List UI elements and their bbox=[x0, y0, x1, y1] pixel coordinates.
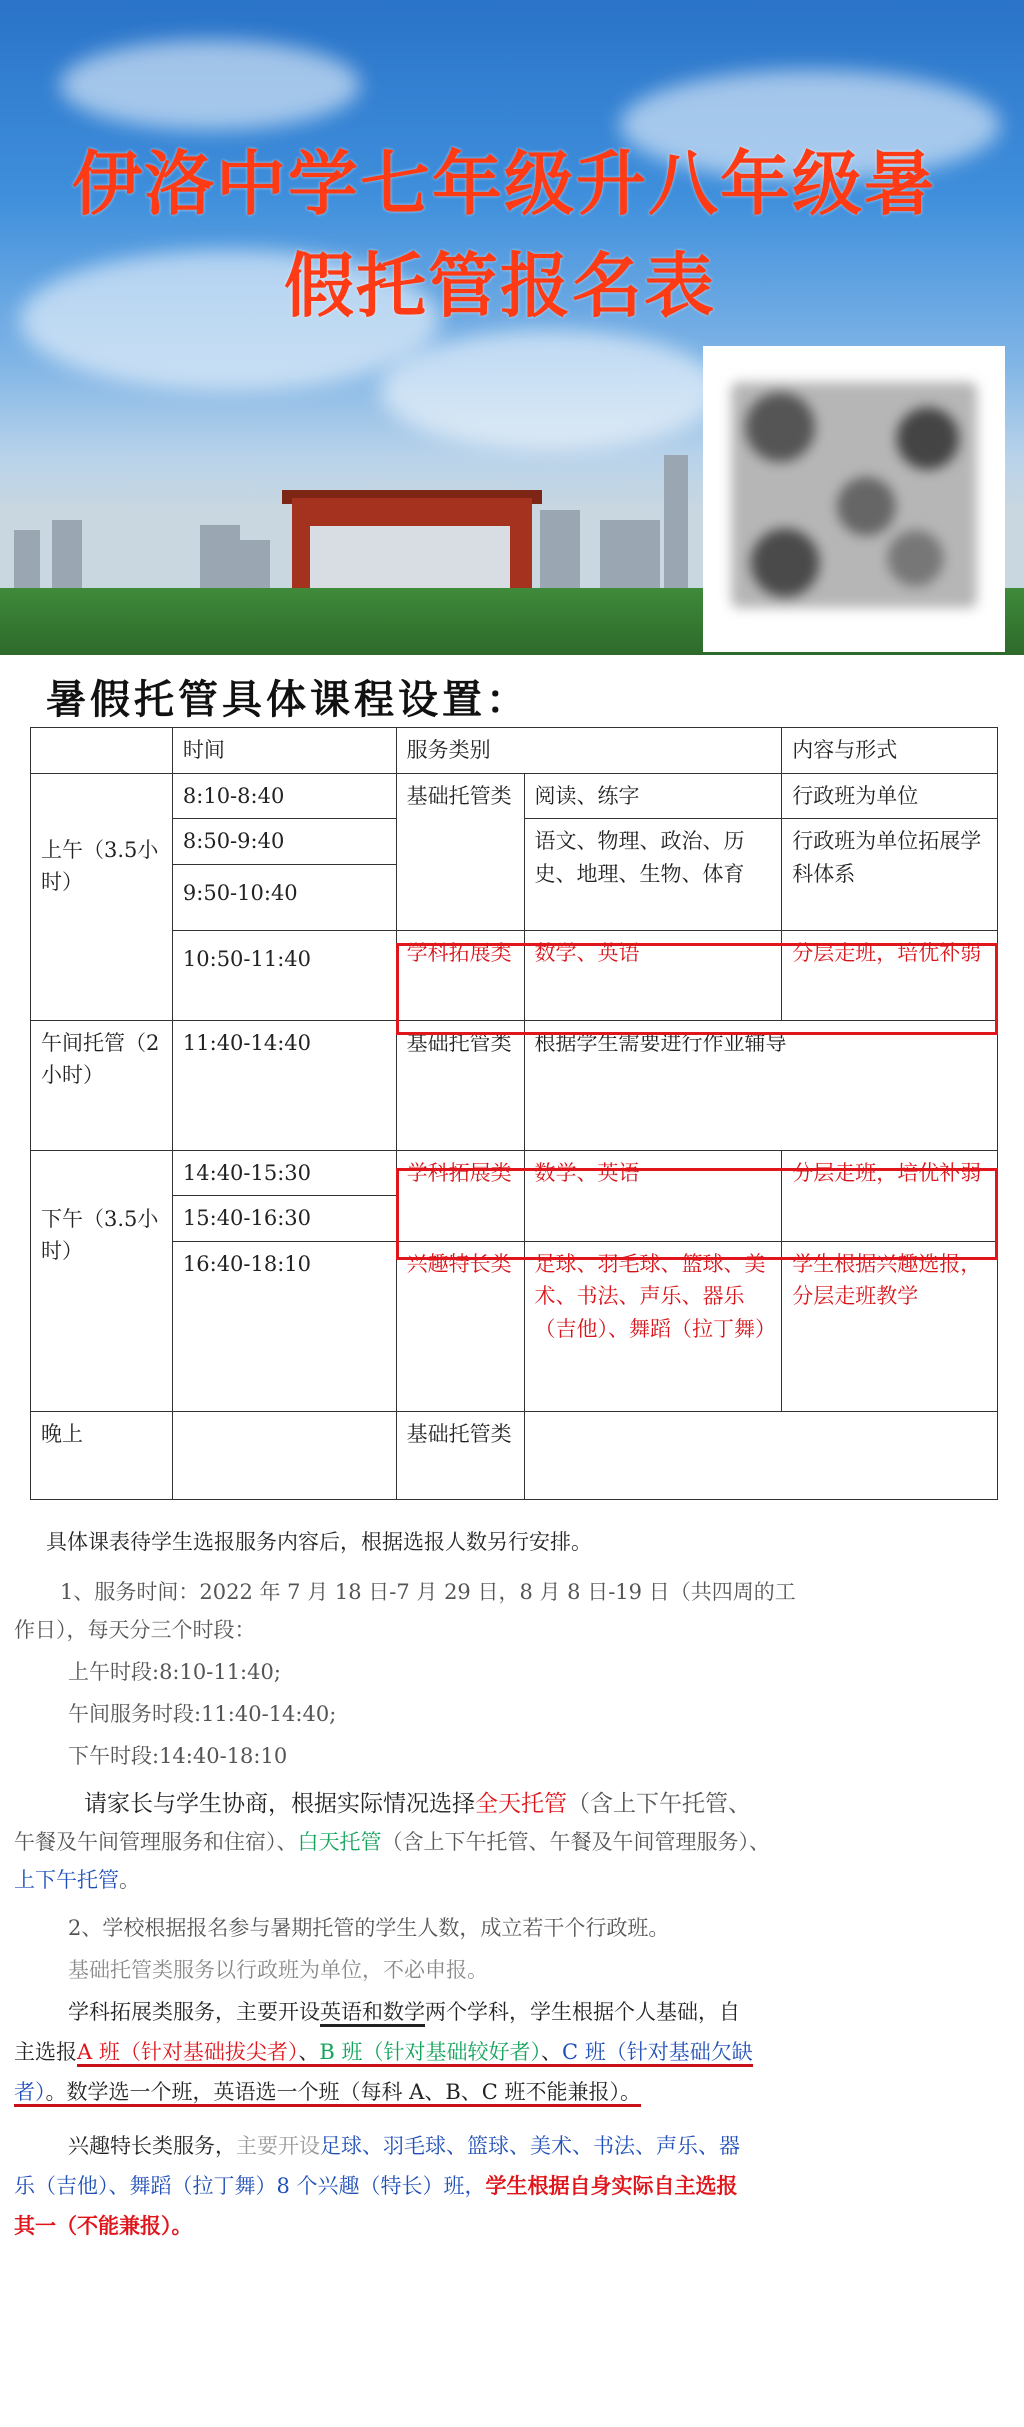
note-slot-morning: 上午时段:8:10-11:40; bbox=[68, 1660, 281, 1684]
table-row bbox=[31, 1411, 998, 1499]
note-text: 。数学选一个班，英语选一个班（每科 A、B、C 班不能兼报）。 bbox=[46, 2080, 642, 2107]
cloud bbox=[60, 40, 360, 130]
note-expand-line1 bbox=[68, 1993, 740, 2031]
content-cell: 语文、物理、政治、历史、地理、生物、体育 bbox=[524, 819, 782, 931]
content-cell: 数学、英语 bbox=[524, 930, 782, 1020]
time-cell: 11:40-14:40 bbox=[172, 1020, 396, 1150]
time-cell: 14:40-15:30 bbox=[172, 1150, 396, 1196]
content-cell: 数学、英语 bbox=[524, 1150, 782, 1241]
interest-choice-note: 学生根据自身实际自主选报 bbox=[485, 2173, 738, 2198]
note-slot-afternoon: 下午时段:14:40-18:10 bbox=[68, 1744, 288, 1768]
building bbox=[600, 520, 660, 590]
category-expand: 学科拓展类 bbox=[396, 1150, 524, 1241]
time-cell: 10:50-11:40 bbox=[172, 930, 396, 1020]
note-choice-line2 bbox=[14, 1823, 770, 1861]
table-header-row bbox=[31, 728, 998, 774]
note-admin-class: 2、学校根据报名参与暑期托管的学生人数，成立若干个行政班。 bbox=[68, 1916, 670, 1940]
option-am-pm: 上下午托管 bbox=[14, 1868, 119, 1892]
time-cell: 9:50-10:40 bbox=[172, 864, 396, 930]
header-content-form: 内容与形式 bbox=[782, 728, 998, 774]
header-category: 服务类别 bbox=[396, 728, 782, 774]
building bbox=[240, 540, 270, 590]
form-cell: 分层走班，培优补弱 bbox=[782, 1150, 998, 1241]
note-text: 、 bbox=[298, 2040, 319, 2067]
note-text: 两个学科，学生根据个人基础，自 bbox=[425, 2000, 740, 2024]
note-after-table: 具体课表待学生选报服务内容后，根据选报人数另行安排。 bbox=[46, 1530, 592, 1554]
banner-title-line2: 假托管报名表 bbox=[284, 245, 716, 327]
note-expand-line2 bbox=[14, 2033, 753, 2071]
form-cell: 行政班为单位拓展学科体系 bbox=[782, 819, 998, 931]
content-cell bbox=[524, 1411, 997, 1499]
building bbox=[664, 455, 688, 590]
class-b-label: B 班（针对基础较好者） bbox=[319, 2040, 541, 2067]
note-text: 。 bbox=[119, 1868, 140, 1892]
table-row bbox=[31, 773, 998, 819]
option-daytime: 白天托管 bbox=[297, 1830, 382, 1854]
table-row bbox=[31, 1150, 998, 1196]
table-row bbox=[31, 1241, 998, 1411]
time-cell: 8:50-9:40 bbox=[172, 819, 396, 865]
schedule-table bbox=[30, 727, 998, 1500]
interest-list: 乐（吉他）、舞蹈（拉丁舞）8 个兴趣（特长）班， bbox=[14, 2174, 486, 2198]
category-basic: 基础托管类 bbox=[396, 773, 524, 930]
form-cell: 行政班为单位 bbox=[782, 773, 998, 819]
note-interest-line1 bbox=[68, 2127, 740, 2165]
note-text: 主要开设 bbox=[236, 2134, 320, 2158]
option-full-day: 全天托管 bbox=[475, 1791, 567, 1817]
table-row bbox=[31, 930, 998, 1020]
category-interest: 兴趣特长类 bbox=[396, 1241, 524, 1411]
header-time: 时间 bbox=[172, 728, 396, 774]
time-cell: 8:10-8:40 bbox=[172, 773, 396, 819]
note-service-time-b: 作日），每天分三个时段： bbox=[14, 1618, 256, 1642]
qr-code-card[interactable] bbox=[703, 346, 1005, 652]
content-cell: 根据学生需要进行作业辅导 bbox=[524, 1020, 997, 1150]
class-a-label: A 班（针对基础拔尖者） bbox=[77, 2040, 298, 2067]
school-gate bbox=[292, 498, 532, 598]
note-text: 、 bbox=[541, 2040, 562, 2067]
note-choice-line3 bbox=[14, 1861, 140, 1899]
interest-list: 足球、羽毛球、篮球、美术、书法、声乐、器 bbox=[320, 2134, 740, 2158]
note-text: （含上下午托管、午餐及午间管理服务）、 bbox=[381, 1830, 770, 1854]
note-slot-noon: 午间服务时段:11:40-14:40; bbox=[68, 1702, 337, 1726]
note-expand-line3 bbox=[14, 2073, 641, 2111]
row-label-evening: 晚上 bbox=[31, 1411, 173, 1499]
banner-title-line1: 伊洛中学七年级升八年级暑 bbox=[72, 143, 936, 225]
note-text: 兴趣特长类服务， bbox=[68, 2134, 236, 2158]
header-banner bbox=[0, 0, 1024, 655]
section-title: 暑假托管具体课程设置： bbox=[46, 676, 530, 723]
building bbox=[200, 525, 240, 590]
building bbox=[540, 510, 580, 590]
note-basic-service: 基础托管类服务以行政班为单位，不必申报。 bbox=[68, 1958, 488, 1982]
class-c-label: C 班（针对基础欠缺 bbox=[562, 2040, 753, 2067]
time-cell: 15:40-16:30 bbox=[172, 1196, 396, 1242]
row-label-noon: 午间托管（2小时） bbox=[31, 1020, 173, 1150]
content-cell: 阅读、练字 bbox=[524, 773, 782, 819]
time-cell bbox=[172, 1411, 396, 1499]
row-label-morning: 上午（3.5小时） bbox=[31, 773, 173, 1020]
subjects-underlined: 英语和数学 bbox=[320, 2000, 425, 2027]
content-cell: 足球、羽毛球、篮球、美术、书法、声乐、器乐（吉他）、舞蹈（拉丁舞） bbox=[524, 1241, 782, 1411]
note-service-time-a: 1、服务时间：2022 年 7 月 18 日-7 月 29 日，8 月 8 日-19 日（共四周的工 bbox=[60, 1580, 796, 1604]
qr-code-image[interactable] bbox=[731, 382, 977, 608]
category-basic: 基础托管类 bbox=[396, 1020, 524, 1150]
note-choice-line1 bbox=[84, 1785, 751, 1823]
note-text: 请家长与学生协商，根据实际情况选择 bbox=[84, 1791, 475, 1817]
category-expand: 学科拓展类 bbox=[396, 930, 524, 1020]
time-cell: 16:40-18:10 bbox=[172, 1241, 396, 1411]
note-interest-line3: 其一（不能兼报）。 bbox=[14, 2213, 193, 2238]
cloud bbox=[380, 330, 720, 450]
building bbox=[14, 530, 40, 590]
table-row bbox=[31, 1020, 998, 1150]
row-label-afternoon: 下午（3.5小时） bbox=[31, 1150, 173, 1411]
form-cell: 分层走班，培优补弱 bbox=[782, 930, 998, 1020]
note-text: 学科拓展类服务，主要开设 bbox=[68, 2000, 320, 2024]
header-cell bbox=[31, 728, 173, 774]
class-c-label-end: 者） bbox=[14, 2080, 46, 2107]
note-interest-line2 bbox=[14, 2167, 738, 2205]
form-cell: 学生根据兴趣选报，分层走班教学 bbox=[782, 1241, 998, 1411]
note-text: （含上下午托管、 bbox=[567, 1791, 751, 1817]
category-basic: 基础托管类 bbox=[396, 1411, 524, 1499]
note-text: 主选报 bbox=[14, 2040, 77, 2064]
building bbox=[52, 520, 82, 590]
note-text: 午餐及午间管理服务和住宿）、 bbox=[14, 1830, 298, 1854]
